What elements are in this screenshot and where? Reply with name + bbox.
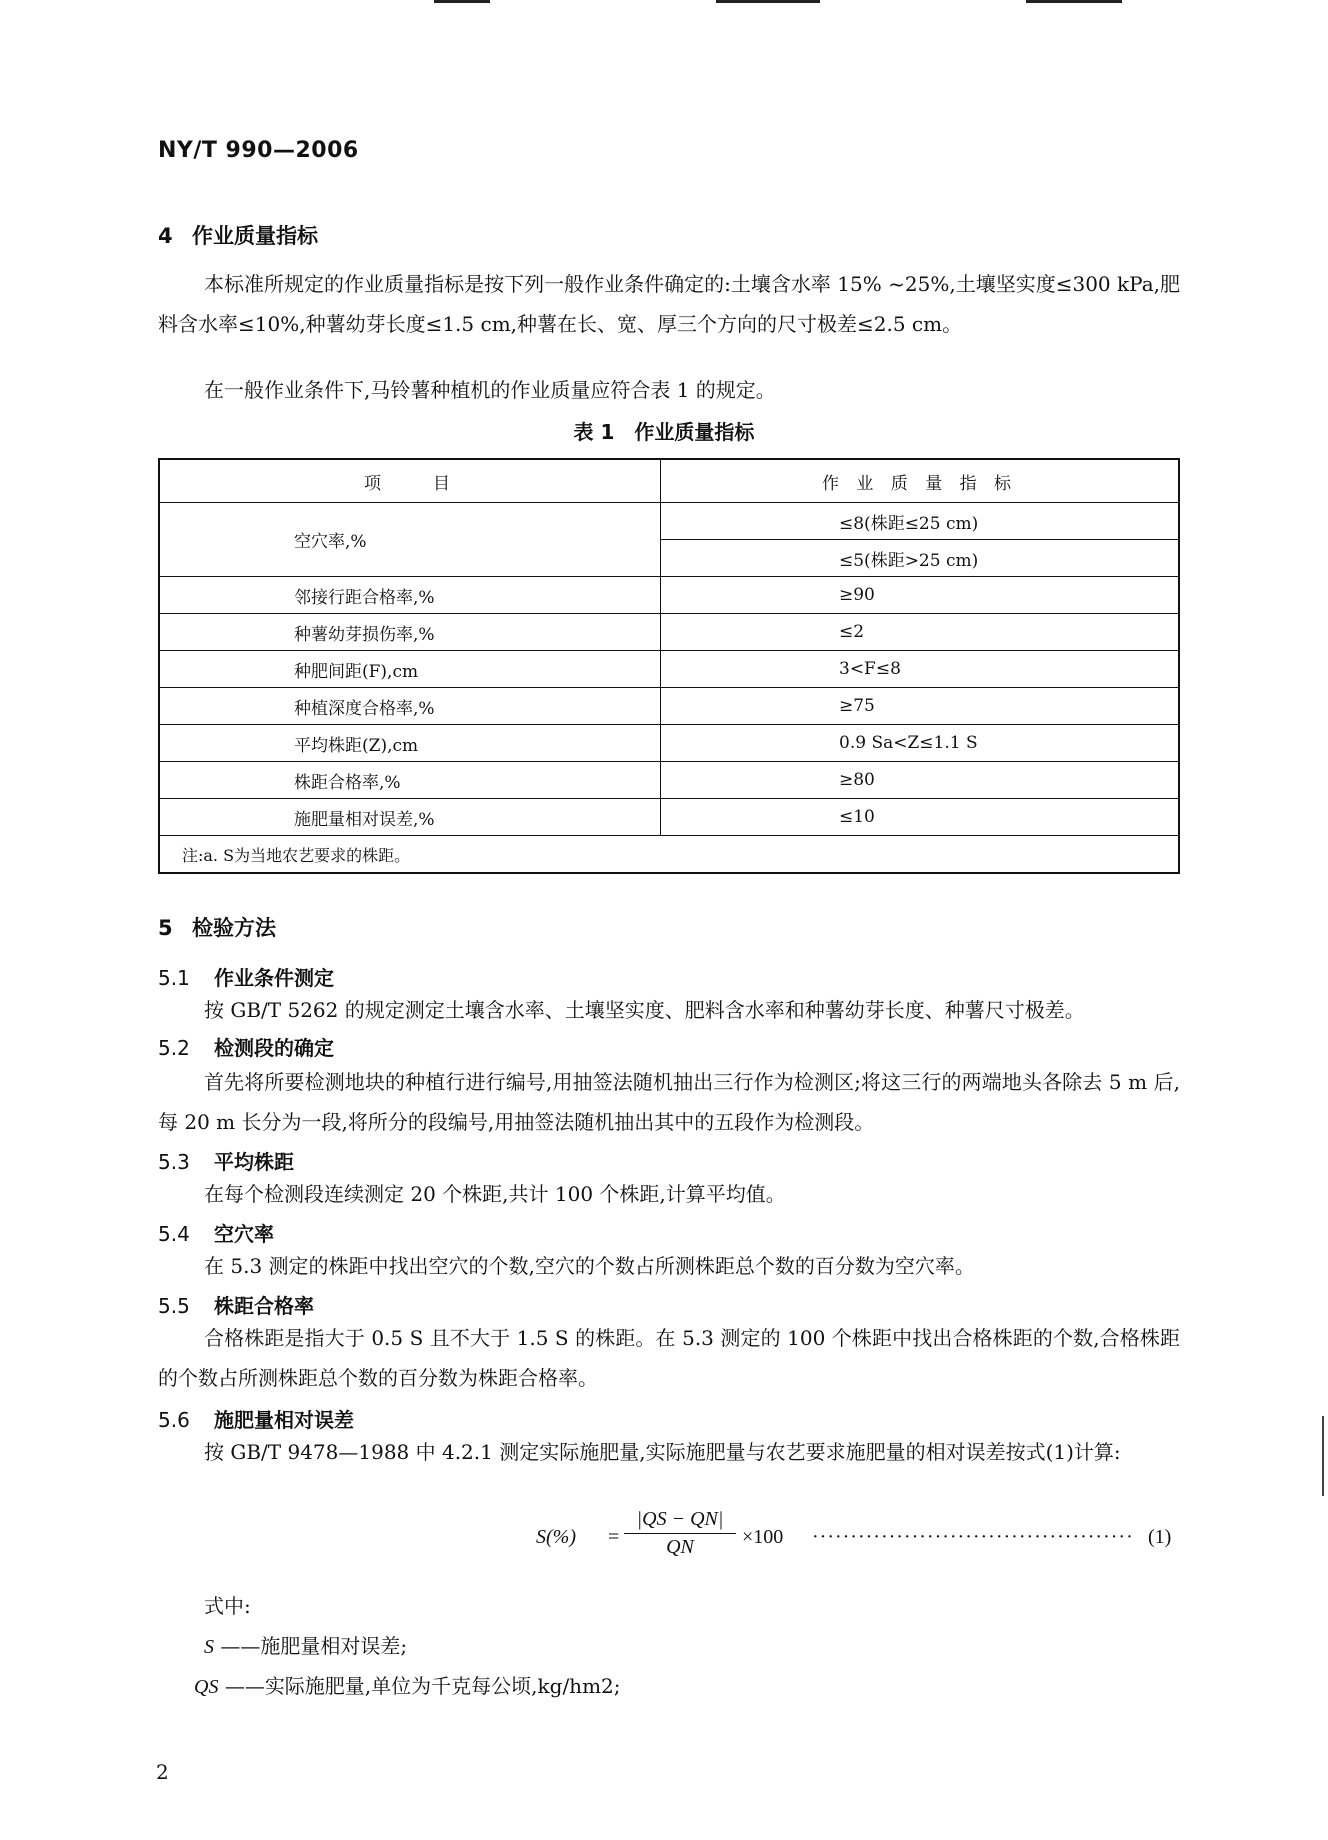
table-row <box>159 799 1179 836</box>
variable-symbol: QS <box>194 1676 219 1698</box>
subsection-heading <box>158 1218 274 1247</box>
subsection-text: 在每个检测段连续测定 20 个株距,共计 100 个株距,计算平均值。 <box>204 1182 786 1206</box>
table-note: 注:a. S为当地农艺要求的株距。 <box>159 836 1179 874</box>
subsection-number: 5.1 <box>158 966 190 990</box>
table-cell-value: 0.9 Sa<Z≤1.1 S <box>661 725 1180 762</box>
subsection-number: 5.6 <box>158 1408 190 1432</box>
table-cell-item: 邻接行距合格率,% <box>159 577 661 614</box>
table-cell-item: 种薯幼芽损伤率,% <box>159 614 661 651</box>
table-row <box>159 577 1179 614</box>
table-header-row <box>159 459 1179 503</box>
subsection-text: 合格株距是指大于 0.5 S 且不大于 1.5 S 的株距。在 5.3 测定的 100 个株距中找出合格株距的个数,合格株距的个数占所测株距总个数的百分数为株距合格率。 <box>158 1326 1180 1390</box>
table-cell-value: ≥80 <box>661 762 1180 799</box>
table-cell-item: 株距合格率,% <box>159 762 661 799</box>
section-4-paragraph: 在一般作业条件下,马铃薯种植机的作业质量应符合表 1 的规定。 <box>204 378 776 402</box>
variable-symbol: S <box>204 1636 214 1658</box>
subsection-text: 按 GB/T 9478—1988 中 4.2.1 测定实际施肥量,实际施肥量与农艺要求施肥量的相对误差按式(1)计算: <box>204 1440 1121 1464</box>
scan-edge-mark <box>1322 1416 1324 1496</box>
subsection-number: 5.2 <box>158 1036 190 1060</box>
table-row <box>159 503 1179 540</box>
table-cell-value: ≤2 <box>661 614 1180 651</box>
table-row <box>159 651 1179 688</box>
table-cell-item: 施肥量相对误差,% <box>159 799 661 836</box>
table-cell-item: 种植深度合格率,% <box>159 688 661 725</box>
subsection-title: 检测段的确定 <box>214 1036 334 1060</box>
variable-definition <box>194 1670 621 1699</box>
subsection-number: 5.3 <box>158 1150 190 1174</box>
subsection-title: 空穴率 <box>214 1222 274 1246</box>
subsection-heading <box>158 1404 354 1433</box>
formula-number: (1) <box>1148 1526 1172 1548</box>
formula-lhs: S(%) <box>536 1526 576 1548</box>
subsection-title: 平均株距 <box>214 1150 294 1174</box>
subsection-heading <box>158 962 334 991</box>
section-number: 5 <box>158 916 173 940</box>
subsection-number: 5.4 <box>158 1222 190 1246</box>
table-cell-value: 3<F≤8 <box>661 651 1180 688</box>
formula-leader: ·········································· <box>812 1526 1134 1548</box>
subsection-title: 施肥量相对误差 <box>214 1408 354 1432</box>
subsection-title: 株距合格率 <box>214 1294 314 1318</box>
table-cell-value: ≤5(株距>25 cm) <box>661 540 1180 577</box>
section-number: 4 <box>158 224 173 248</box>
section-title: 作业质量指标 <box>192 224 318 248</box>
section-4-heading <box>158 220 318 250</box>
subsection-text: 在 5.3 测定的株距中找出空穴的个数,空穴的个数占所测株距总个数的百分数为空穴率。 <box>204 1254 975 1278</box>
where-label: 式中: <box>204 1594 251 1618</box>
variable-description: ——实际施肥量,单位为千克每公顷,kg/hm2; <box>224 1674 621 1698</box>
top-rule-fragment <box>716 0 820 3</box>
subsection-text: 首先将所要检测地块的种植行进行编号,用抽签法随机抽出三行作为检测区;将这三行的两端地头各除去 5 m 后,每 20 m 长分为一段,将所分的段编号,用抽签法随机抽出其中的五段作为检测段。 <box>158 1070 1180 1134</box>
equals-sign: = <box>608 1526 620 1548</box>
top-rule-fragment <box>1026 0 1122 3</box>
subsection-heading <box>158 1032 334 1061</box>
variable-description: ——施肥量相对误差; <box>220 1634 408 1658</box>
table-cell-value: ≤8(株距≤25 cm) <box>661 503 1180 540</box>
variable-definition <box>204 1630 407 1659</box>
standard-number: NY/T 990—2006 <box>158 138 359 163</box>
section-title: 检验方法 <box>192 916 276 940</box>
quality-index-table <box>158 458 1180 874</box>
table-cell-item: 平均株距(Z),cm <box>159 725 661 762</box>
formula-fraction <box>624 1508 736 1559</box>
section-4-paragraph: 本标准所规定的作业质量指标是按下列一般作业条件确定的:土壤含水率 15% ~25%,土壤坚实度≤300 kPa,肥料含水率≤10%,种薯幼芽长度≤1.5 cm,种薯在长、宽、厚三个方向的尺寸极差≤2.5 cm。 <box>158 272 1180 336</box>
column-header: 项 目 <box>159 459 661 503</box>
table-cell-item: 种肥间距(F),cm <box>159 651 661 688</box>
table-row <box>159 614 1179 651</box>
formula-multiplier: ×100 <box>742 1526 784 1548</box>
subsection-title: 作业条件测定 <box>214 966 334 990</box>
subsection-number: 5.5 <box>158 1294 190 1318</box>
table-note-row <box>159 836 1179 874</box>
formula-numerator: |QS − QN| <box>624 1508 736 1534</box>
table-row <box>159 688 1179 725</box>
subsection-heading <box>158 1290 314 1319</box>
table-cell-value: ≥75 <box>661 688 1180 725</box>
subsection-heading <box>158 1146 294 1175</box>
top-rule-fragment <box>434 0 490 3</box>
table-cell-item: 空穴率,% <box>159 503 661 577</box>
table-row <box>159 725 1179 762</box>
table-cell-value: ≥90 <box>661 577 1180 614</box>
formula-denominator: QN <box>666 1536 694 1558</box>
subsection-text: 按 GB/T 5262 的规定测定土壤含水率、土壤坚实度、肥料含水率和种薯幼芽长度、种薯尺寸极差。 <box>204 998 1085 1022</box>
formula-1 <box>536 1508 1186 1568</box>
page-number: 2 <box>156 1760 169 1784</box>
table-cell-value: ≤10 <box>661 799 1180 836</box>
table-row <box>159 762 1179 799</box>
table-caption: 表 1 作业质量指标 <box>573 420 755 444</box>
column-header: 作 业 质 量 指 标 <box>661 459 1180 503</box>
section-5-heading <box>158 912 276 942</box>
